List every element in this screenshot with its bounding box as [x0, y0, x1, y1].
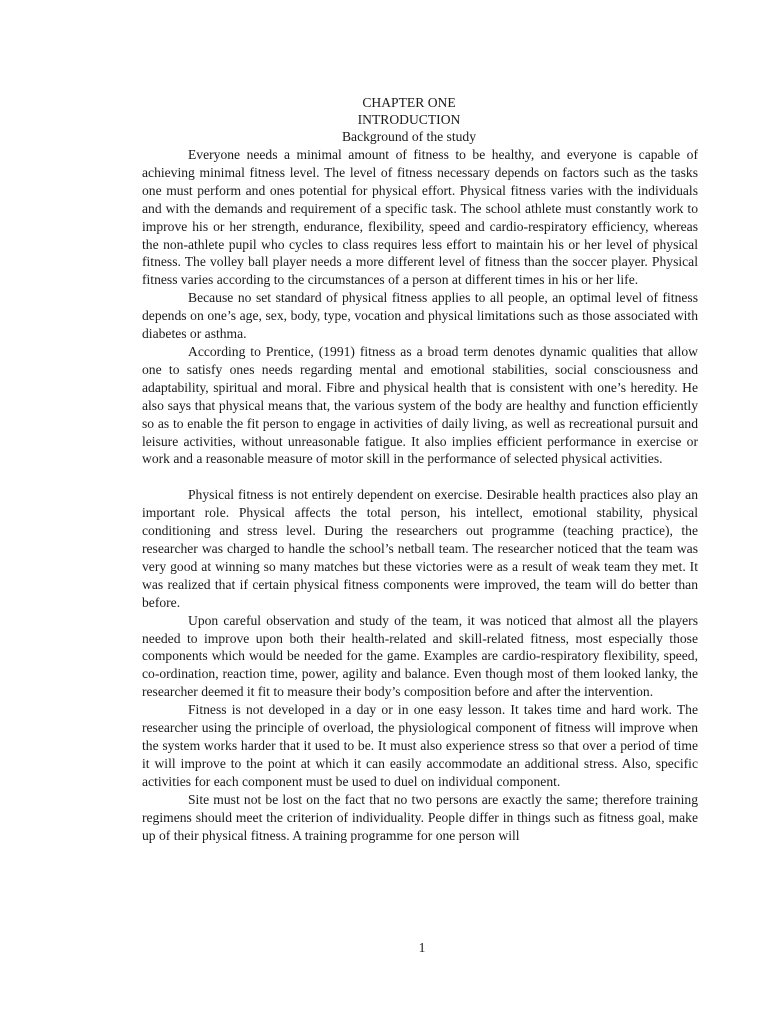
paragraph: Physical fitness is not entirely dependent on exercise. Desirable health practices also play an important role. Physical affects the total person, his intellect, emotional stability, physical conditioning and stress level. During the researchers out programme (teaching practice), the researcher was charged to handle the school’s netball team. The researcher noticed that the team was very good at winning so many matches but these victories were as a result of weak team they met. It was realized that if certain physical fitness components were improved, the team will do better than before.: [142, 487, 698, 610]
paragraph: Fitness is not developed in a day or in one easy lesson. It takes time and hard work. The researcher using the principle of overload, the physiological component of fitness will improve when the system works harder that it used to be. It must also experience stress so that over a period of time it will improve to the point at which it can easily accommodate an additional stress. Also, specific activities for each component must be used to duel on individual component.: [142, 702, 698, 789]
paragraph: Everyone needs a minimal amount of fitness to be healthy, and everyone is capable of achieving minimal fitness level. The level of fitness necessary depends on factors such as the tasks one must perform and ones potential for physical effort. Physical fitness varies with the individuals and with the demands and requirement of a specific task. The school athlete must constantly work to improve his or her strength, endurance, flexibility, speed and cardio-respiratory efficiency, whereas the non-athlete pupil who cycles to class requires less effort to maintain his or her level of physical fitness. The volley ball player needs a more different level of fitness than the soccer player. Physical fitness varies according to the circumstances of a person at different times in his or her life.: [142, 147, 698, 288]
paragraph: Upon careful observation and study of the team, it was noticed that almost all the players needed to improve upon both their health-related and skill-related fitness, most especially those components which would be needed for the game. Examples are cardio-respiratory flexibility, speed, co-ordination, reaction time, power, agility and balance. Even though most of them looked lanky, the researcher deemed it fit to measure their body’s composition before and after the intervention.: [142, 612, 698, 700]
chapter-headings: [0, 94, 768, 146]
paragraph: Site must not be lost on the fact that no two persons are exactly the same; therefore training regimens should meet the criterion of individuality. People differ in things such as fitness goal, make up of their physical fitness. A training programme for one person will: [142, 791, 698, 843]
paragraph: According to Prentice, (1991) fitness as a broad term denotes dynamic qualities that allow one to satisfy ones needs regarding mental and emotional stabilities, social consciousness and adaptability, spiritual and moral. Fibre and physical health that is consistent with one’s heredity. He also says that physical means that, the various system of the body are healthy and function efficiently so as to enable the fit person to engage in activities of daily living, as well as recreational pursuit and leisure activities, without unreasonable fatigue. It also implies efficient performance in exercise or work and a reasonable measure of motor skill in the performance of selected physical activities.: [142, 343, 698, 467]
section-heading: Background of the study: [341, 129, 477, 145]
body-text: [142, 146, 698, 844]
paragraph: Because no set standard of physical fitness applies to all people, an optimal level of fitness depends on one’s age, sex, body, type, vocation and physical limitations such as those associated with diabetes or asthma.: [142, 290, 698, 342]
page-number: 1: [418, 940, 426, 955]
page-number-container: [0, 940, 768, 956]
chapter-label: CHAPTER ONE: [362, 95, 456, 110]
chapter-title: INTRODUCTION: [357, 112, 461, 128]
